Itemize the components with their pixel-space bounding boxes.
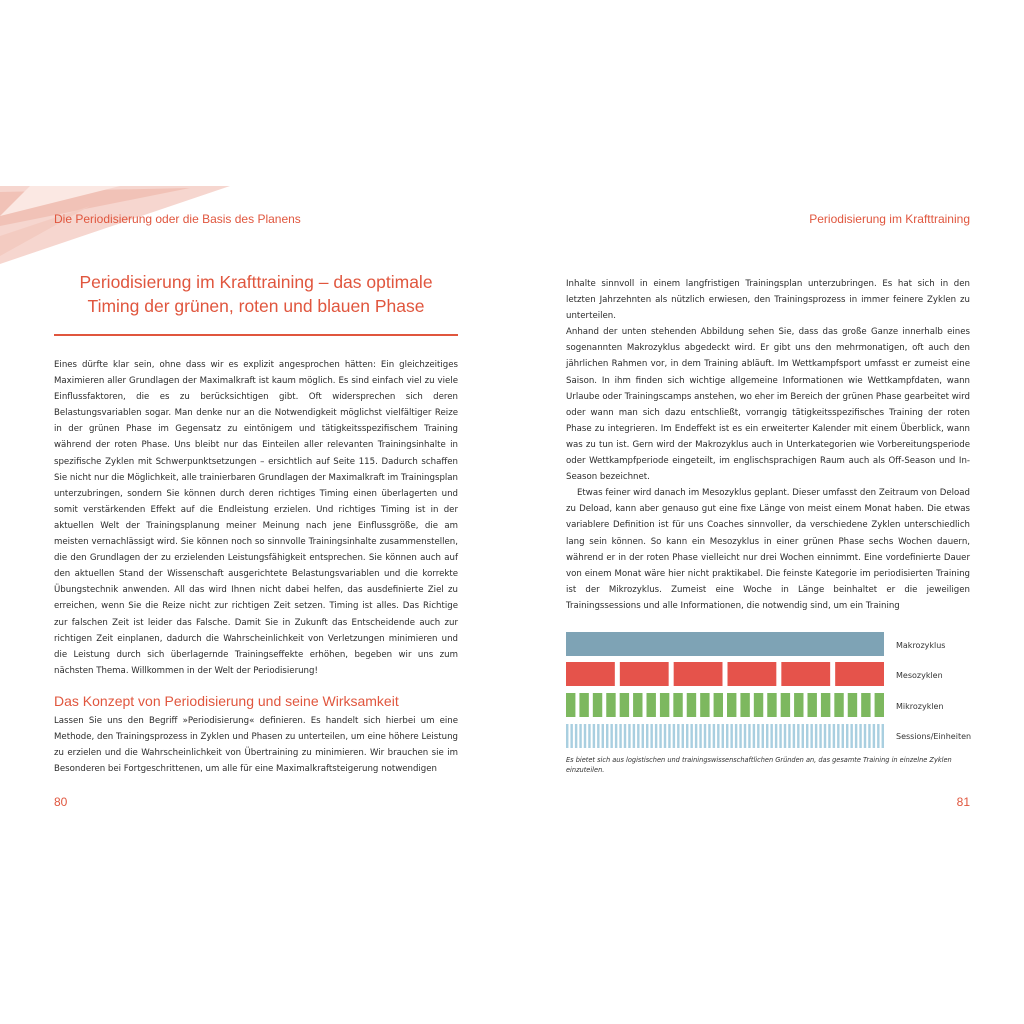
running-head-right: Periodisierung im Krafttraining xyxy=(809,212,970,226)
sessions-block xyxy=(650,724,652,748)
sessions-block xyxy=(637,724,639,748)
label-macro: Makrozyklus xyxy=(896,641,946,650)
sessions-block xyxy=(579,724,581,748)
sessions-block xyxy=(659,724,661,748)
page-number-left: 80 xyxy=(54,795,68,809)
sessions-block xyxy=(850,724,852,748)
sessions-block xyxy=(668,724,670,748)
sessions-block xyxy=(664,724,666,748)
running-head-left: Die Periodisierung oder die Basis des Planens xyxy=(54,212,301,226)
micro-block xyxy=(875,693,884,717)
micro-block xyxy=(821,693,830,717)
sessions-block xyxy=(753,724,755,748)
micro-block xyxy=(620,693,629,717)
sessions-block xyxy=(868,724,870,748)
meso-block xyxy=(620,662,669,686)
label-sessions: Sessions/Einheiten xyxy=(896,732,972,741)
chapter-title-line-2: Timing der grünen, roten und blauen Phase xyxy=(87,296,425,316)
micro-block xyxy=(740,693,749,717)
micro-block xyxy=(861,693,870,717)
right-paragraph-1: Inhalte sinnvoll in einem langfristigen Trainingsplan unterzubringen. Es hat sich in den letzten Jahrzehnten als nützlich erwiesen, den Trainingsprozess in immer feinere Zyklen zu unterteilen. xyxy=(566,279,970,322)
title-rule xyxy=(54,334,458,336)
sessions-block xyxy=(762,724,764,748)
micro-block xyxy=(660,693,669,717)
micro-block xyxy=(848,693,857,717)
sessions-block xyxy=(717,724,719,748)
micro-block xyxy=(767,693,776,717)
sessions-block xyxy=(619,724,621,748)
sessions-block xyxy=(570,724,572,748)
sessions-block xyxy=(677,724,679,748)
sessions-block xyxy=(628,724,630,748)
left-paragraph-2: Lassen Sie uns den Begriff »Periodisierung« definieren. Es handelt sich hierbei um eine Methode, den Trainingsprozess in Zyklen und Phasen zu unterteilen, um eine höhere Leistung zu erzielen und die Wahrscheinlichkeit von Übertraining zu minimieren. Wir brauchen sie im Besonderen bei Fortgeschrittenen, um alle für eine Maximalkraftsteigerung notwendigen xyxy=(54,716,458,775)
micro-block xyxy=(794,693,803,717)
sessions-block xyxy=(775,724,777,748)
micro-block xyxy=(781,693,790,717)
micro-block xyxy=(593,693,602,717)
label-meso: Mesozyklen xyxy=(896,671,943,680)
micro-block xyxy=(700,693,709,717)
sessions-block xyxy=(624,724,626,748)
sessions-block xyxy=(615,724,617,748)
sessions-block xyxy=(686,724,688,748)
sessions-block xyxy=(588,724,590,748)
right-body-text xyxy=(566,276,970,614)
sessions-block xyxy=(846,724,848,748)
micro-block xyxy=(754,693,763,717)
sessions-block xyxy=(837,724,839,748)
sessions-block xyxy=(793,724,795,748)
sessions-block xyxy=(606,724,608,748)
sessions-block xyxy=(610,724,612,748)
sessions-block xyxy=(713,724,715,748)
meso-block xyxy=(728,662,777,686)
sessions-block xyxy=(695,724,697,748)
sessions-block xyxy=(646,724,648,748)
meso-block xyxy=(835,662,884,686)
micro-block xyxy=(566,693,575,717)
micro-block xyxy=(579,693,588,717)
micro-block xyxy=(808,693,817,717)
sessions-block xyxy=(642,724,644,748)
sessions-block xyxy=(726,724,728,748)
macro-block xyxy=(566,632,884,656)
sessions-block xyxy=(824,724,826,748)
sessions-block xyxy=(735,724,737,748)
sessions-block xyxy=(584,724,586,748)
sessions-block xyxy=(859,724,861,748)
sessions-block xyxy=(855,724,857,748)
sessions-block xyxy=(655,724,657,748)
sessions-block xyxy=(739,724,741,748)
sessions-block xyxy=(566,724,568,748)
sessions-block xyxy=(806,724,808,748)
sessions-block xyxy=(602,724,604,748)
sessions-block xyxy=(708,724,710,748)
meso-block xyxy=(674,662,723,686)
sessions-block xyxy=(593,724,595,748)
micro-block xyxy=(834,693,843,717)
sessions-block xyxy=(748,724,750,748)
sessions-block xyxy=(690,724,692,748)
label-micro: Mikrozyklen xyxy=(896,702,944,711)
sessions-block xyxy=(770,724,772,748)
sessions-block xyxy=(744,724,746,748)
chapter-title-line-1: Periodisierung im Krafttraining – das optimale xyxy=(79,272,433,292)
figure-caption: Es bietet sich aus logistischen und trainingswissenschaftlichen Gründen an, das gesamte Training in einzelne Zyklen einzuteilen. xyxy=(566,756,952,774)
chapter-title xyxy=(54,270,458,318)
sessions-block xyxy=(766,724,768,748)
sessions-block xyxy=(575,724,577,748)
page-number-right: 81 xyxy=(956,795,970,809)
meso-block xyxy=(566,662,615,686)
sessions-block xyxy=(819,724,821,748)
sessions-block xyxy=(730,724,732,748)
micro-block xyxy=(673,693,682,717)
micro-block xyxy=(714,693,723,717)
sessions-block xyxy=(797,724,799,748)
sessions-block xyxy=(779,724,781,748)
sessions-block xyxy=(597,724,599,748)
sessions-block xyxy=(784,724,786,748)
micro-block xyxy=(727,693,736,717)
micro-block xyxy=(687,693,696,717)
sessions-block xyxy=(673,724,675,748)
left-body-text-1 xyxy=(54,357,458,679)
sessions-block xyxy=(882,724,884,748)
left-paragraph-1: Eines dürfte klar sein, ohne dass wir es explizit angesprochen hätten: Ein gleichzeitiges Maximieren aller Grundlagen der Maximalkraft ist kaum möglich. Es sind einfach viel zu viele Einflussfaktoren, die es zu berücksichtigen gibt. Oft widersprechen sich deren Belastungsvariablen sogar. Man denke nur an die Notwendigkeit möglichst vielfältiger Reize in der grünen Phase im Gegensatz zu eintönigem und tätigkeitsspezifischem Training während der roten Phase. Uns bleibt nur das Einteilen aller relevanten Trainingsinhalte in spezifische Zyklen mit Schwerpunktsetzungen – ersichtlich auf Seite 115. Dadurch schaffen Sie nicht nur die Möglichkeit, alle trainierbaren Grundlagen der Maximalkraft im Trainingsplan unterzubringen, sondern Sie können durch deren richtiges Timing einen überlagerten und somit verstärkenden Effekt auf die Endleistung erzielen. Und richtiges Timing ist in der aktuellen Welt der Trainingsplanung meiner Meinung nach jene Einflussgröße, die am meisten vernachlässigt wird. Sie können noch so sinnvolle Trainingsinhalte zusammenstellen, die den Grundlagen der zu erzielenden Leistungsfähigkeit entsprechen. Sie können auch auf den aktuellen Stand der Wissenschaft ausgerichtete Belastungsvariablen und die korrekte Übungstechnik anwenden. All das wird Ihnen nicht dabei helfen, das ausdefinierte Ziel zu erreichen, wenn Sie die Reize nicht zur richtigen Zeit setzen. Timing ist alles. Das Richtige zur falschen Zeit ist leider das Falsche. Damit Sie in Zukunft das Entscheidende auch zur richtigen Zeit einplanen, dadurch die Wahrscheinlichkeit von Verletzungen minimieren und die Leistung durch sich überlagernde Trainingseffekte erhöhen, begeben wir uns zum nächsten Thema. Willkommen in der Welt der Periodisierung! xyxy=(54,360,458,676)
sessions-block xyxy=(788,724,790,748)
left-body-text-2 xyxy=(54,713,458,777)
cycle-diagram xyxy=(566,630,886,750)
right-paragraph-3: Etwas feiner wird danach im Mesozyklus geplant. Dieser umfasst den Zeitraum von Deload zu Deload, kann aber genauso gut eine fixe Länge von meist einem Monat haben. Die etwas variablere Definition ist für uns Coaches sinnvoller, da verschiedene Zyklen unterschiedlich lang sein können. So kann ein Mesozyklus in einer grünen Phase sechs Wochen dauern, während er in der roten Phase vielleicht nur drei Wochen einnimmt. Eine vordefinierte Dauer von einem Monat wäre hier nicht praktikabel. Die feinste Kategorie im periodisierten Training ist der Mikrozyklus. Zumeist eine Woche in Länge beinhaltet er die jeweiligen Trainingssessions und alle Informationen, die notwendig sind, um ein Training xyxy=(566,488,970,611)
sessions-block xyxy=(682,724,684,748)
sessions-block xyxy=(802,724,804,748)
micro-block xyxy=(647,693,656,717)
sessions-block xyxy=(704,724,706,748)
sessions-block xyxy=(828,724,830,748)
sessions-block xyxy=(833,724,835,748)
sessions-block xyxy=(864,724,866,748)
micro-block xyxy=(606,693,615,717)
decorative-stripes xyxy=(0,186,230,266)
sessions-block xyxy=(815,724,817,748)
sessions-block xyxy=(722,724,724,748)
sessions-block xyxy=(877,724,879,748)
section-subheading: Das Konzept von Periodisierung und seine Wirksamkeit xyxy=(54,693,399,709)
sessions-block xyxy=(633,724,635,748)
sessions-block xyxy=(810,724,812,748)
sessions-block xyxy=(699,724,701,748)
sessions-block xyxy=(757,724,759,748)
micro-block xyxy=(633,693,642,717)
right-paragraph-2: Anhand der unten stehenden Abbildung sehen Sie, dass das große Ganze innerhalb eines sogenannten Makrozyklus abgedeckt wird. Er gibt uns den mehrmonatigen, oft auch den jährlichen Rahmen vor, in dem Training abläuft. Im Wettkampfsport umfasst er zumeist eine Saison. In ihm finden sich wichtige allgemeine Informationen wie Wettkampfdaten, wann Urlaube oder Trainingscamps anstehen, wo eher im Bereich der grünen Phase gearbeitet wird oder wann man sich dazu entschließt, vorrangig tätigkeitsspezifisches Training der roten Phase zu integrieren. Im Endeffekt ist es ein erweiterter Kalender mit einem Überblick, wann was zu tun ist. Gern wird der Makrozyklus auch in Unterkategorien wie Vorbereitungsperiode oder Wettkampfperiode eingeteilt, im englischsprachigen Raum auch als Off-Season und In-Season bezeichnet. xyxy=(566,327,970,483)
sessions-block xyxy=(873,724,875,748)
meso-block xyxy=(781,662,830,686)
sessions-block xyxy=(842,724,844,748)
